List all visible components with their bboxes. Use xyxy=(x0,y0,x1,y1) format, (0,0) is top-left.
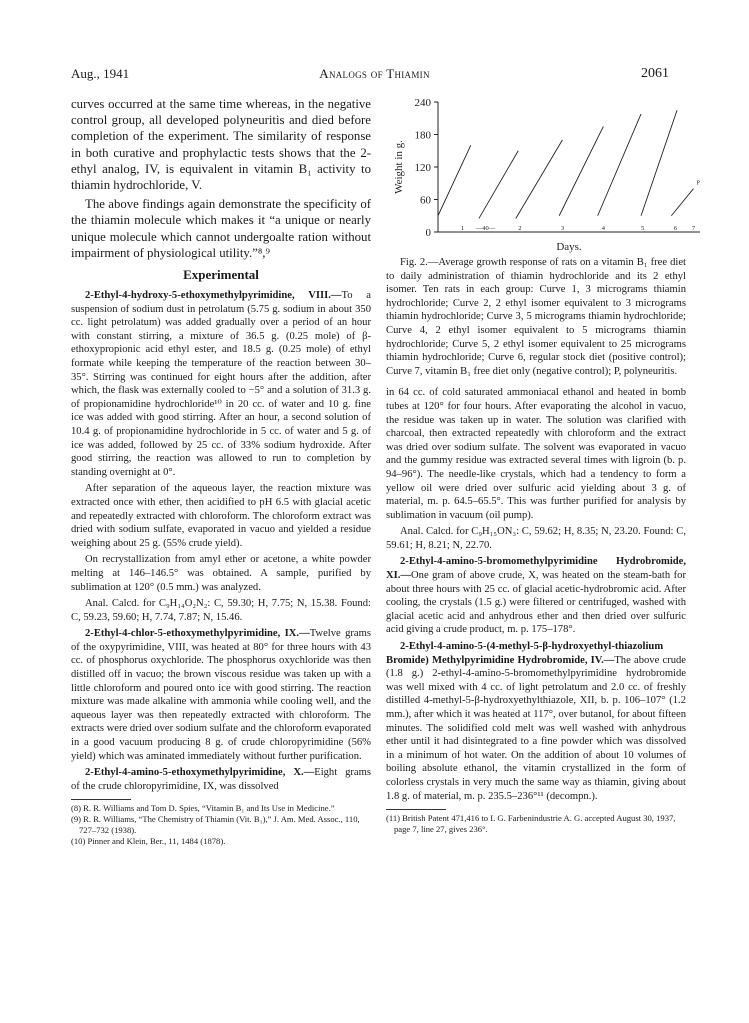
paragraph-text: After separation of the aqueous layer, the reaction mixture was extracted once with ether, then acidified to pH 6.5 with glacial acetic and repeatedly extracted with chloroform. The chloroform extract was dried with sodium sulfate, evaporated in vacuo and yielded a residue weighing about 25 g. (55% crude yield). xyxy=(71,483,371,549)
footnote: (8) R. R. Williams and Tom D. Spies, “Vitamin B₁ and Its Use in Medicine.” xyxy=(71,803,335,814)
figure-caption: Fig. 2.—Average growth response of rats on a vitamin B₁ free diet to daily administration of thiamin hydrochloride and its 2 ethyl isomer. Ten rats in each group: Curve 1, 3 micrograms thiamin hydrochloride; Curve 2, 2 ethyl isomer equivalent to 3 micrograms thiamin hydrochloride; Curve 3, 5 micrograms thiamin hydrochloride; Curve 4, 2 ethyl isomer equivalent to 5 micrograms thiamin hydrochloride; Curve 5, 2 ethyl isomer equivalent to 25 micrograms thiamin hydrochloride; Curve 6, regular stock diet (positive control); Curve 7, vitamin B₁ free diet only (negative control); P, polyneuritis. xyxy=(386,257,686,377)
footnote-rule xyxy=(386,809,446,810)
x-axis-label: Days. xyxy=(556,241,582,253)
x-tick-label: 1 xyxy=(460,225,465,232)
paragraph xyxy=(71,766,371,793)
y-tick-label: 240 xyxy=(414,97,431,109)
growth-chart xyxy=(386,94,706,254)
series-7-line xyxy=(671,189,693,216)
compound-heading: 2-Ethyl-4-amino-5-bromomethylpyrimidine Hydrobromide, XI.— xyxy=(386,556,686,582)
y-tick-label: 0 xyxy=(425,227,431,239)
paragraph xyxy=(386,640,686,803)
x-tick-label: 5 xyxy=(641,225,645,232)
paragraph-text: To a suspension of sodium dust in petrolatum (5.75 g. sodium in about 350 cc. light petrolatum) was added gradually over a period of an hour with constant stirring, a mixture of 36.5 g. (0.25 mole) of β-ethoxypropionic acid ethyl ester, and 18.5 g. (0.25 mole) of ethyl formate while keeping the temperature of the reaction between 30–35°. Stirring was continued for eight hours after the addition, after which, the flask was externally cooled to −5° and a solution of 31.3 g. of propionamidine hydrochloride¹⁰ in 20 cc. of water and 10 g. fine ice was added with good stirring. After an hour, a second solution of 10.4 g. of propionamidine hydrochloride in 5 cc. of water and 5 g. of ice was added, followed by 25 cc. of 33% sodium hydroxide. After good stirring, the reaction was allowed to run to completion by standing overnight at 0°. xyxy=(71,290,371,478)
running-header-title: Analogs of Thiamin xyxy=(319,66,430,81)
left-column xyxy=(71,96,371,847)
x-tick-label: 2 xyxy=(518,225,522,232)
paragraph-text: The above findings again demonstrate the specificity of the thiamin molecule which makes it “a unique or nearly unique molecule which cannot undergoalte ration without impairment of physiological utility.”⁸,⁹ xyxy=(71,197,371,260)
footnote: (10) Pinner and Klein, Ber., 11, 1484 (1878). xyxy=(71,836,226,847)
y-tick-label: 120 xyxy=(414,162,431,174)
series-1-line xyxy=(438,145,471,215)
paragraph-text: Twelve grams of the oxypyrimidine, VIII, was heated at 80° for three hours with 43 cc. of phosphorus oxychloride. The phosphorus oxychloride was then distilled off in vacuo; the brown viscous residue was taken up with a little chloroform and poured onto ice with good stirring. The reaction mixture was made alkaline with ammonia while cooling well, and the aqueous layer was then repeatedly extracted with chloroform. The extracts were dried over sodium sulfate and the chloroform evaporated in a good vacuum producing 8 g. of crude chloropyrimidine (56% yield) which was aminated immediately without further purification. xyxy=(71,628,371,762)
footnote-rule xyxy=(71,799,131,800)
y-tick-label: 60 xyxy=(420,194,431,207)
x-tick-label: 6 xyxy=(673,225,678,232)
section-heading: Experimental xyxy=(183,267,259,283)
footnote: (11) British Patent 471,416 to I. G. Farbenindustrie A. G. accepted August 30, 1937, page 7, line 27, gives 236°. xyxy=(386,813,676,835)
paragraph xyxy=(71,289,371,479)
paragraph-text: in 64 cc. of cold saturated ammoniacal ethanol and heated in bomb tubes at 120° for four hours. After evaporating the alcohol in vacuo, the residue was taken up in water. The solution was clarified with charcoal, then extracted repeatedly with chloroform and the extract was dried over sodium sulfate. The solvent was evaporated in vacuo and the gummy residue was extracted several times with ligroin (b. p. 94–96°). The needle-like crystals, which had a tendency to form a yellow oil were dried over sulfuric acid yielding about 3 g. of material, m. p. 64.5–65.5°. This was further purified for analysis by sublimation in vacuum (oil pump). xyxy=(386,387,686,521)
x-tick-label: 4 xyxy=(601,225,606,232)
paragraph xyxy=(71,627,371,763)
paragraph-text: On recrystallization from amyl ether or acetone, a white powder melting at 146–146.5° was obtained. A sample, purified by sublimation at 120° (0.5 mm.) was analyzed. xyxy=(71,554,371,593)
compound-heading: 2-Ethyl-4-amino-5-(4-methyl-5-β-hydroxyethyl-thiazolium Bromide) Methylpyrimidine Hydrobromide, IV.— xyxy=(386,641,664,666)
paragraph xyxy=(71,482,371,550)
paragraph xyxy=(71,196,371,261)
paragraph-text: The above crude (1.8 g.) 2-ethyl-4-amino-5-bromomethylpyrimidine hydrobromide was well mixed with 4 cc. of light petrolatum and 2.0 cc. of freshly distilled 4-methyl-5-β-hydroxyethylthiazole, XII, b. p. 106–107° (1.2 mm.), after which it was heated at 117°, over butanol, for about fifteen minutes. The solidified cold melt was well washed with anhydrous ether until it had disintegrated to a fine powder which was dissolved in a minimum of hot water. On the addition of about 10 volumes of boiling absolute ethanol, the vitamin crystallized in the form of colorless crystals in very much the same way as thiamin, giving about 1.8 g. of material, m. p. 235.5–236°¹¹ (decompn.). xyxy=(386,654,686,802)
paragraph xyxy=(386,555,686,637)
right-column xyxy=(386,256,686,835)
compound-heading: 2-Ethyl-4-chlor-5-ethoxymethylpyrimidine, IX.— xyxy=(85,628,310,640)
paragraph xyxy=(71,597,371,624)
compound-heading: 2-Ethyl-4-amino-5-ethoxymethylpyrimidine, X.— xyxy=(85,767,315,779)
x-tick-label: —40— xyxy=(475,225,496,232)
paragraph xyxy=(71,553,371,594)
paragraph xyxy=(71,96,371,193)
paragraph-text: Anal. Calcd. for C₉H₁₅ON₃: C, 59.62; H, 8.35; N, 23.20. Found: C, 59.61; H, 8.21; N, 22.70. xyxy=(386,526,686,551)
paragraph-text: curves occurred at the same time whereas, in the negative control group, all developed polyneuritis and died before completion of the experiment. The similarity of response in both curative and prophylactic tests shows that the 2-ethyl analog, IV, is equivalent in vitamin B₁ activity to thiamin hydrochloride, V. xyxy=(71,97,371,193)
x-tick-label: 7 xyxy=(691,225,696,232)
series-3-line xyxy=(516,140,563,219)
paragraph-text: Eight grams of the crude chloropyrimidine, IX, was dissolved xyxy=(71,767,371,792)
page-number: 2061 xyxy=(641,66,669,81)
paragraph xyxy=(386,386,686,522)
series-5-line xyxy=(598,114,641,216)
y-tick-label: 180 xyxy=(414,129,431,142)
series-4-line xyxy=(559,126,603,215)
paragraph-text: One gram of above crude, X, was heated on the steam-bath for about three hours with 25 cc. of glacial acetic-hydrobromic acid. After cooling, the crystals (1.5 g.) were filtered or centrifuged, washed with glacial acetic acid and anhydrous ether and then dried over sulfuric acid giving a crude product, m. p. 175–178°. xyxy=(386,570,686,636)
series-2-line xyxy=(479,151,518,219)
polyneuritis-annotation: P xyxy=(696,180,700,187)
paragraph xyxy=(386,525,686,552)
paragraph-text: Anal. Calcd. for C₉H₁₄O₂N₂: C, 59.30; H, 7.75; N, 15.38. Found: C, 59.23, 59.60; H, 7.74, 7.87; N, 15.46. xyxy=(71,598,371,623)
x-tick-label: 3 xyxy=(560,225,565,232)
running-header-date: Aug., 1941 xyxy=(71,66,130,81)
footnote: (9) R. R. Williams, “The Chemistry of Thiamin (Vit. B₁),” J. Am. Med. Assoc., 110, 727–732 (1938). xyxy=(71,814,360,836)
compound-heading: 2-Ethyl-4-hydroxy-5-ethoxymethylpyrimidine, VIII.— xyxy=(85,290,342,302)
y-axis-label: Weight in g. xyxy=(393,140,405,194)
series-6-line xyxy=(641,110,677,216)
